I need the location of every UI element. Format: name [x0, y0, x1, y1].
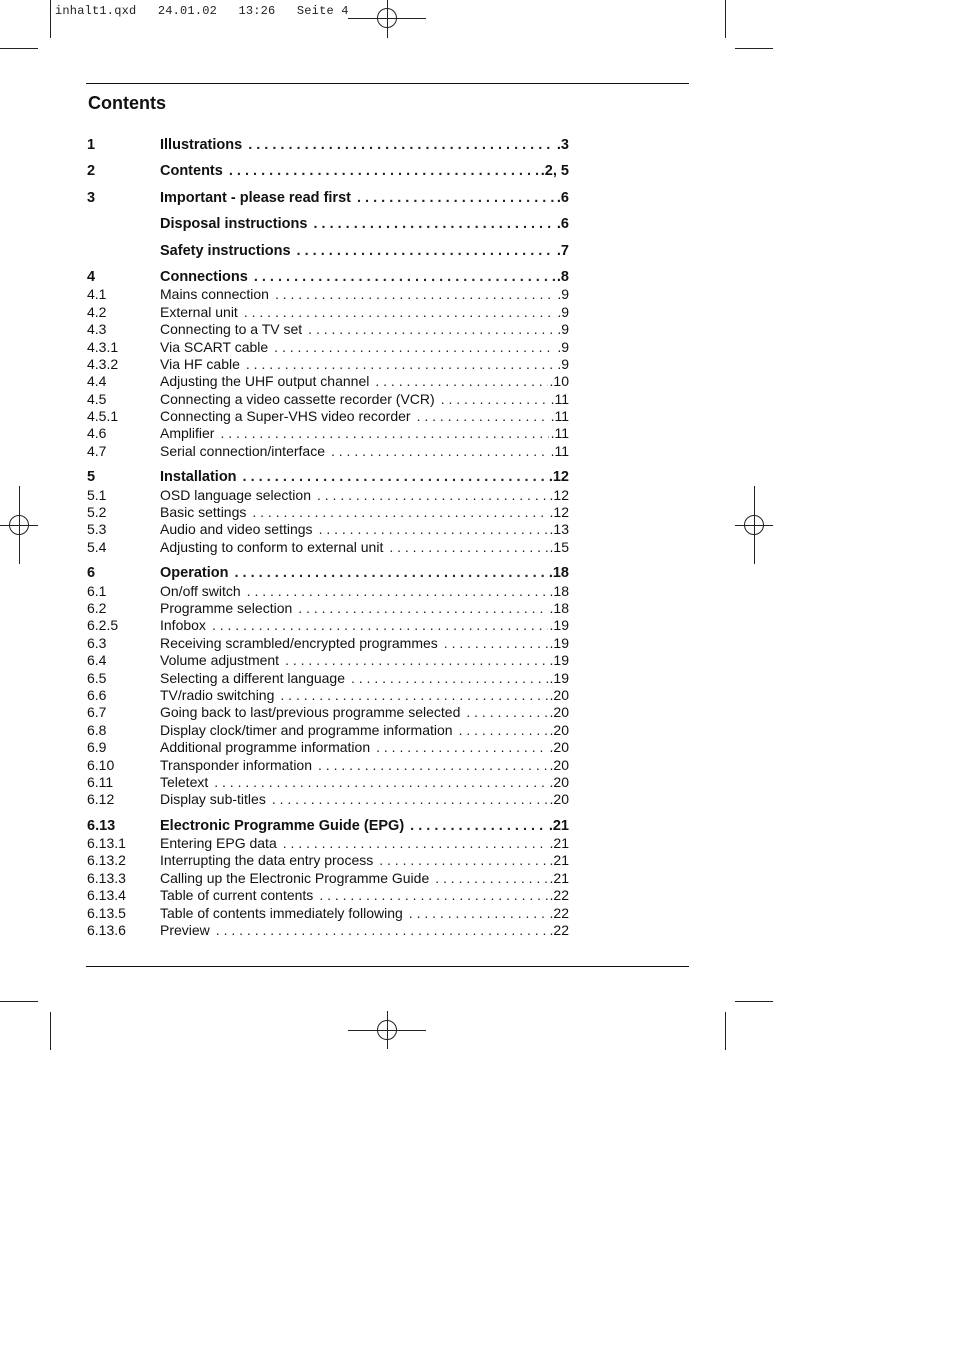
toc-entry-title: Interrupting the data entry process: [160, 852, 379, 869]
toc-entry-number: 2: [87, 163, 96, 180]
toc-entry: [87, 687, 569, 704]
dot-leader: [376, 739, 547, 756]
toc-entry: [87, 704, 569, 721]
toc-entry-title: Serial connection/interface: [160, 443, 331, 460]
dot-leader: [214, 774, 547, 791]
toc-entry-page: .22: [549, 904, 569, 921]
dot-leader: [283, 835, 548, 852]
toc-entry-number: 4.3.1: [87, 338, 119, 355]
crop-mark: [735, 48, 773, 49]
toc-entry-number: 4.2: [87, 303, 107, 320]
dot-leader: [297, 243, 555, 260]
toc-entry-page: .22: [549, 887, 569, 904]
toc-entry-title: Table of current contents: [160, 887, 319, 904]
toc-entry-number: 4.5.1: [87, 408, 119, 425]
toc-entry-page: .13: [549, 521, 569, 538]
toc-entry-title: Electronic Programme Guide (EPG): [160, 818, 410, 835]
dot-leader: [285, 652, 547, 669]
toc-entry-number: 6.11: [87, 773, 114, 790]
dot-leader: [313, 216, 554, 233]
toc-entry-page: .20: [549, 773, 569, 790]
toc-entry-page: .9: [557, 286, 569, 303]
toc-entry-page: .9: [557, 321, 569, 338]
toc-entry-page: .19: [549, 634, 569, 651]
slug-time: 13:26: [238, 4, 276, 18]
toc-entry: [87, 504, 569, 521]
dot-leader: [248, 137, 555, 154]
toc-entry-title: Calling up the Electronic Programme Guide: [160, 870, 435, 887]
toc-entry-number: 4.5: [87, 390, 107, 407]
dot-leader: [410, 818, 547, 835]
dot-leader: [274, 339, 555, 356]
toc-entry-number: 4.6: [87, 425, 107, 442]
toc-entry-number: 6.2.5: [87, 617, 119, 634]
dot-leader: [298, 600, 547, 617]
toc-entry-page: .20: [549, 791, 569, 808]
toc-entry-page: .12: [549, 504, 569, 521]
toc-entry-page: .19: [549, 652, 569, 669]
toc-entry: [87, 321, 569, 338]
toc-entry-number: 6.10: [87, 756, 115, 773]
toc-entry-title: Important - please read first: [160, 190, 357, 207]
toc-entry-page: .21: [548, 817, 569, 834]
toc-entry: [87, 304, 569, 321]
dot-leader: [275, 286, 555, 303]
toc-entry-title: Volume adjustment: [160, 652, 285, 669]
toc-entry-number: 6.13.1: [87, 835, 126, 852]
crop-mark: [50, 1012, 51, 1050]
toc-entry-number: 6.4: [87, 652, 107, 669]
toc-entry-number: 5.4: [87, 538, 107, 555]
dot-leader: [409, 905, 548, 922]
toc-entry: [87, 216, 569, 233]
dot-leader: [417, 408, 549, 425]
toc-entry-title: Installation: [160, 469, 243, 486]
dot-leader: [246, 356, 555, 373]
toc-entry-title: External unit: [160, 304, 244, 321]
toc-entry: [87, 190, 569, 207]
toc-entry-number: 4.1: [87, 286, 107, 303]
toc-entry-title: Additional programme information: [160, 739, 376, 756]
toc-entry: [87, 887, 569, 904]
toc-entry-number: 4.4: [87, 373, 107, 390]
toc-entry: [87, 565, 569, 582]
toc-entry-number: 6.13.2: [87, 852, 126, 869]
toc-entry-number: 5.2: [87, 504, 107, 521]
toc-entry-number: 6.8: [87, 721, 107, 738]
toc-entry-title: Preview: [160, 922, 216, 939]
toc-entry-title: Receiving scrambled/encrypted programmes: [160, 635, 444, 652]
dot-leader: [243, 469, 547, 486]
toc-entry-page: .19: [549, 669, 569, 686]
crop-mark: [725, 1012, 726, 1050]
toc-entry: [87, 356, 569, 373]
toc-entry-page: .20: [549, 739, 569, 756]
dot-leader: [389, 539, 547, 556]
toc-entry-number: 6.3: [87, 634, 107, 651]
toc-entry-page: .18: [549, 582, 569, 599]
dot-leader: [244, 304, 555, 321]
toc-entry: [87, 137, 569, 154]
dot-leader: [379, 852, 547, 869]
toc-entry: [87, 243, 569, 260]
toc-entry: [87, 339, 569, 356]
toc-entry-title: Programme selection: [160, 600, 298, 617]
toc-entry: [87, 269, 569, 286]
toc-entry-title: On/off switch: [160, 583, 247, 600]
toc-entry-page: .11: [550, 425, 569, 442]
toc-entry: [87, 635, 569, 652]
toc-entry: [87, 791, 569, 808]
toc-entry: [87, 617, 569, 634]
toc-entry-title: Entering EPG data: [160, 835, 283, 852]
toc-entry-page: .22: [549, 922, 569, 939]
toc-entry-title: Adjusting the UHF output channel: [160, 373, 375, 390]
toc-entry: [87, 469, 569, 486]
toc-entry: [87, 521, 569, 538]
dot-leader: [280, 687, 547, 704]
toc-entry-number: 6.13: [87, 817, 116, 834]
toc-entry: [87, 757, 569, 774]
crop-mark: [725, 0, 726, 38]
toc-entry-page: .6: [556, 189, 569, 206]
slug-page: Seite 4: [296, 4, 349, 18]
toc-entry-number: 6.13.4: [87, 887, 126, 904]
toc-entry: [87, 583, 569, 600]
toc-entry-number: 6: [87, 565, 96, 582]
toc-entry-page: .11: [550, 442, 569, 459]
dot-leader: [317, 487, 548, 504]
table-of-contents: [87, 137, 569, 939]
dot-leader: [435, 870, 547, 887]
toc-entry-title: Audio and video settings: [160, 521, 319, 538]
toc-entry-number: 6.6: [87, 686, 107, 703]
toc-entry-title: Transponder information: [160, 757, 318, 774]
dot-leader: [212, 617, 548, 634]
dot-leader: [229, 163, 539, 180]
dot-leader: [252, 504, 547, 521]
toc-entry-title: Table of contents immediately following: [160, 905, 409, 922]
toc-entry-page: .21: [549, 835, 569, 852]
toc-entry-title: Display clock/timer and programme information: [160, 722, 459, 739]
toc-entry-page: .15: [549, 538, 569, 555]
dot-leader: [318, 757, 548, 774]
dot-leader: [234, 565, 546, 582]
toc-entry-title: Infobox: [160, 617, 212, 634]
bottom-rule: [86, 966, 689, 967]
toc-entry: [87, 487, 569, 504]
toc-entry-page: .12: [549, 486, 569, 503]
toc-entry-page: .21: [549, 869, 569, 886]
toc-entry: [87, 652, 569, 669]
toc-entry-number: 6.13.6: [87, 922, 126, 939]
toc-entry-title: Basic settings: [160, 504, 252, 521]
toc-entry: [87, 835, 569, 852]
toc-entry-title: Teletext: [160, 774, 214, 791]
toc-entry-title: Illustrations: [160, 137, 248, 154]
toc-entry-page: .19: [549, 617, 569, 634]
dot-leader: [308, 321, 555, 338]
toc-entry-number: 4: [87, 268, 96, 285]
slug-date: 24.01.02: [157, 4, 218, 18]
toc-entry-page: .3: [556, 137, 569, 153]
toc-entry-title: Connecting a Super-VHS video recorder: [160, 408, 417, 425]
toc-entry: [87, 600, 569, 617]
toc-entry: [87, 739, 569, 756]
dot-leader: [319, 521, 548, 538]
toc-entry-page: .20: [549, 704, 569, 721]
dot-leader: [272, 791, 548, 808]
toc-entry-title: Going back to last/previous programme selected: [160, 704, 466, 721]
toc-entry-page: .12: [548, 469, 569, 486]
toc-entry-title: Via HF cable: [160, 356, 246, 373]
crop-mark: [735, 1001, 773, 1002]
dot-leader: [466, 704, 547, 721]
toc-entry-title: Selecting a different language: [160, 670, 351, 687]
toc-entry-page: .20: [549, 686, 569, 703]
toc-entry-page: .20: [549, 721, 569, 738]
toc-entry-number: 6.9: [87, 739, 107, 756]
toc-entry-title: Contents: [160, 163, 229, 180]
toc-entry-page: .9: [557, 303, 569, 320]
toc-entry-number: 5: [87, 469, 96, 486]
toc-entry-number: 6.13.3: [87, 869, 126, 886]
slug-file: inhalt1.qxd: [55, 4, 137, 18]
dot-leader: [331, 443, 549, 460]
toc-entry-number: 5.3: [87, 521, 107, 538]
dot-leader: [351, 670, 548, 687]
toc-entry: [87, 870, 569, 887]
toc-entry-page: .21: [549, 852, 569, 869]
toc-entry: [87, 852, 569, 869]
toc-entry-number: 6.7: [87, 704, 107, 721]
toc-entry-page: .6: [556, 216, 569, 233]
toc-entry-page: .7: [556, 242, 569, 259]
toc-entry: [87, 905, 569, 922]
toc-entry: [87, 818, 569, 835]
toc-entry-title: Display sub-titles: [160, 791, 272, 808]
toc-entry-title: Disposal instructions: [160, 216, 313, 233]
toc-entry-number: 3: [87, 189, 96, 206]
dot-leader: [220, 425, 548, 442]
toc-entry: [87, 539, 569, 556]
toc-entry-title: TV/radio switching: [160, 687, 280, 704]
crop-mark: [0, 1001, 38, 1002]
toc-entry-number: 4.7: [87, 442, 107, 459]
top-rule: [86, 83, 689, 84]
toc-entry: [87, 722, 569, 739]
toc-entry-title: Connecting to a TV set: [160, 321, 308, 338]
dot-leader: [319, 887, 547, 904]
toc-entry-page: .2, 5: [540, 163, 569, 180]
toc-entry: [87, 670, 569, 687]
toc-entry-title: OSD language selection: [160, 487, 317, 504]
toc-entry-page: .9: [557, 355, 569, 372]
toc-entry-title: Via SCART cable: [160, 339, 274, 356]
toc-entry-page: .18: [549, 599, 569, 616]
toc-entry-number: 6.2: [87, 599, 107, 616]
toc-entry: [87, 443, 569, 460]
dot-leader: [459, 722, 548, 739]
toc-entry: [87, 391, 569, 408]
toc-entry-page: .20: [549, 756, 569, 773]
toc-entry-title: Operation: [160, 565, 234, 582]
dot-leader: [247, 583, 548, 600]
toc-entry-page: .11: [550, 408, 569, 425]
dot-leader: [441, 391, 549, 408]
dot-leader: [357, 190, 555, 207]
toc-entry-title: Mains connection: [160, 286, 275, 303]
toc-entry: [87, 373, 569, 390]
dot-leader: [444, 635, 548, 652]
toc-entry-page: .18: [548, 565, 569, 582]
dot-leader: [216, 922, 548, 939]
toc-entry-number: 6.1: [87, 582, 107, 599]
toc-entry-number: 6.13.5: [87, 904, 126, 921]
toc-entry-page: .8: [556, 268, 569, 285]
toc-entry-page: .10: [549, 373, 569, 390]
toc-entry-title: Connecting a video cassette recorder (VCR): [160, 391, 441, 408]
toc-entry-number: 1: [87, 137, 96, 153]
toc-entry: [87, 774, 569, 791]
toc-entry-title: Amplifier: [160, 425, 220, 442]
toc-entry-title: Safety instructions: [160, 243, 297, 260]
print-slug: [55, 4, 363, 18]
toc-entry-number: 4.3.2: [87, 355, 119, 372]
crop-mark: [50, 0, 51, 38]
toc-entry-page: .9: [557, 338, 569, 355]
crop-mark: [0, 48, 38, 49]
toc-entry-title: Connections: [160, 269, 254, 286]
toc-entry-number: 6.5: [87, 669, 107, 686]
toc-entry: [87, 425, 569, 442]
toc-entry-number: 4.3: [87, 321, 107, 338]
page-title: Contents: [88, 93, 166, 113]
dot-leader: [375, 373, 547, 390]
toc-entry: [87, 163, 569, 180]
toc-entry-title: Adjusting to conform to external unit: [160, 539, 389, 556]
toc-entry-number: 6.12: [87, 791, 115, 808]
toc-entry-page: .11: [550, 390, 569, 407]
toc-entry-number: 5.1: [87, 486, 107, 503]
toc-entry: [87, 286, 569, 303]
dot-leader: [254, 269, 555, 286]
toc-entry: [87, 408, 569, 425]
toc-entry: [87, 922, 569, 939]
